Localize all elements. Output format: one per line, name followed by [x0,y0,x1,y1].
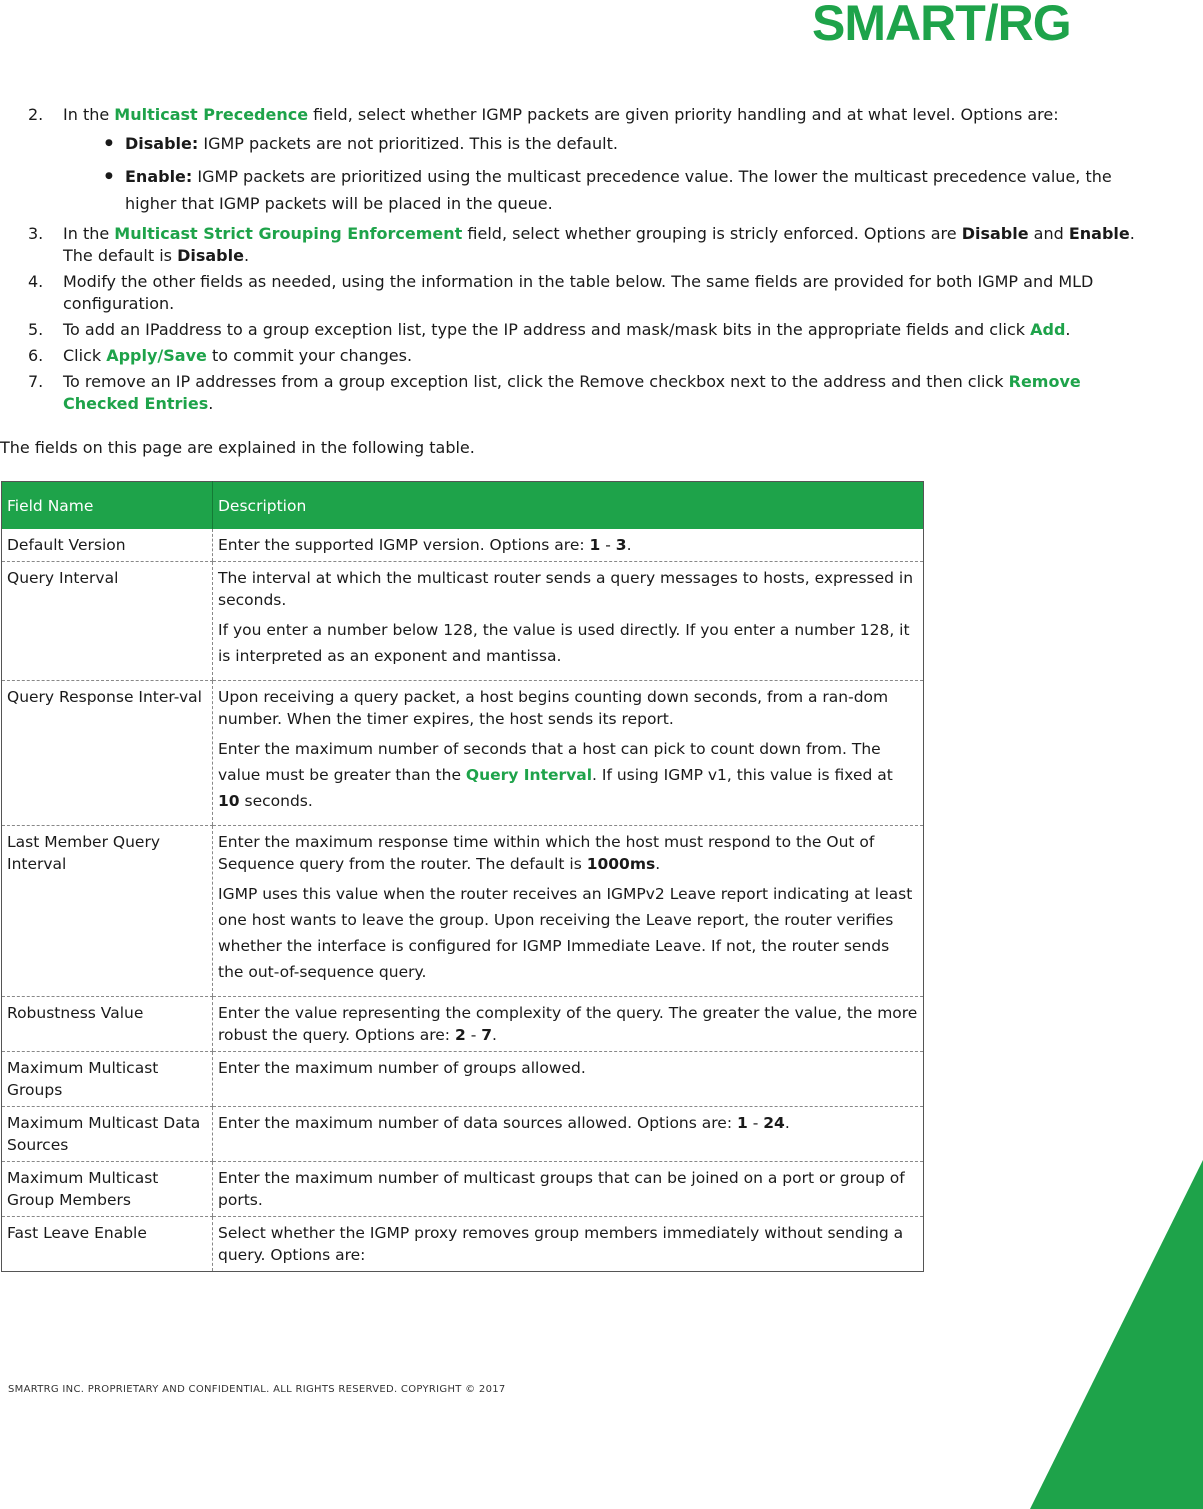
field-ref: Multicast Precedence [114,105,309,124]
table-row: Last Member Query Interval Enter the maximum response time within which the host must respond to the Out of Sequence query from the router. The default is 1000ms. IGMP uses this value when the router receives an IGMPv2 Leave report indicating at least one host wants to leave the group. Upon receiving the Leave report, the router verifies whether the interface is configured for IGMP Immediate Leave. If not, the router sends the out-of-sequence query. [2,826,924,997]
options-list [63,130,1148,217]
intro-text: The fields on this page are explained in the following table. [0,438,475,457]
table-row: Robustness Value Enter the value representing the complexity of the query. The greater the value, the more robust the query. Options are: 2 - 7. [2,997,924,1052]
header-description: Description [213,482,924,530]
step-5: 5. To add an IPaddress to a group exception list, type the IP address and mask/mask bits in the appropriate fields and click Add. [28,320,1071,339]
step-6: 6. Click Apply/Save to commit your changes. [28,346,413,365]
field-ref: Multicast Strict Grouping Enforcement [114,224,463,243]
step-3: 3. In the Multicast Strict Grouping Enforcement field, select whether grouping is stricly enforced. Options are Disable and Enable. The default is Disable. [28,224,1135,265]
header-field-name: Field Name [2,482,213,530]
table-row: Default Version Enter the supported IGMP version. Options are: 1 - 3. [2,529,924,562]
table-row: Query Response Inter-val Upon receiving a query packet, a host begins counting down seconds, from a ran-dom number. When the timer expires, the host sends its report. Enter the maximum number of seconds that a host can pick to count down from. The value must be greater than the Query Interval. If using IGMP v1, this value is fixed at 10 seconds. [2,681,924,826]
list-item: ● Disable: IGMP packets are not prioritized. This is the default. [125,130,1148,157]
step-4: 4. Modify the other fields as needed, using the information in the table below. The same fields are provided for both IGMP and MLD configuration. [28,272,1094,313]
step-7: 7. To remove an IP addresses from a group exception list, click the Remove checkbox next to the address and then click Remove Checked Entries. [28,372,1081,413]
footer-copyright: SMARTRG INC. PROPRIETARY AND CONFIDENTIAL. ALL RIGHTS RESERVED. COPYRIGHT © 2017 [8,1384,506,1395]
table-row: Query Interval The interval at which the multicast router sends a query messages to hosts, expressed in seconds. If you enter a number below 128, the value is used directly. If you enter a number 128, it is interpreted as an exponent and mantissa. [2,562,924,681]
button-ref: Add [1030,320,1066,339]
button-ref: Apply/Save [106,346,207,365]
table-row: Maximum Multicast Data Sources Enter the maximum number of data sources allowed. Options are: 1 - 24. [2,1107,924,1162]
table-row: Maximum Multicast Group Members Enter the maximum number of multicast groups that can be joined on a port or group of ports. [2,1162,924,1217]
corner-decoration [1030,1160,1203,1509]
table-row: Maximum Multicast Groups Enter the maximum number of groups allowed. [2,1052,924,1107]
step-2: 2. In the Multicast Precedence field, select whether IGMP packets are given priority handling and at what level. Options are: ● Disable: IGMP packets are not prioritized. This is the default. ● Enable: IGMP packets are prioritized using the multicast precedence value. The lower the multicast precedence value, the higher that IGMP packets will be placed in the queue. [28,104,1148,217]
table-row: Fast Leave Enable Select whether the IGMP proxy removes group members immediately without sending a query. Options are: [2,1217,924,1272]
procedure-steps [28,104,1148,419]
table-header [2,482,924,530]
fields-table [1,481,924,1272]
button-ref: Remove Checked Entries [63,372,1081,413]
field-ref: Query Interval [465,766,593,784]
green-triangle-shape [1030,1160,1203,1509]
list-item: ● Enable: IGMP packets are prioritized using the multicast precedence value. The lower the multicast precedence value, the higher that IGMP packets will be placed in the queue. [125,163,1148,217]
smartrg-logo: SMART/RG [812,0,1071,51]
